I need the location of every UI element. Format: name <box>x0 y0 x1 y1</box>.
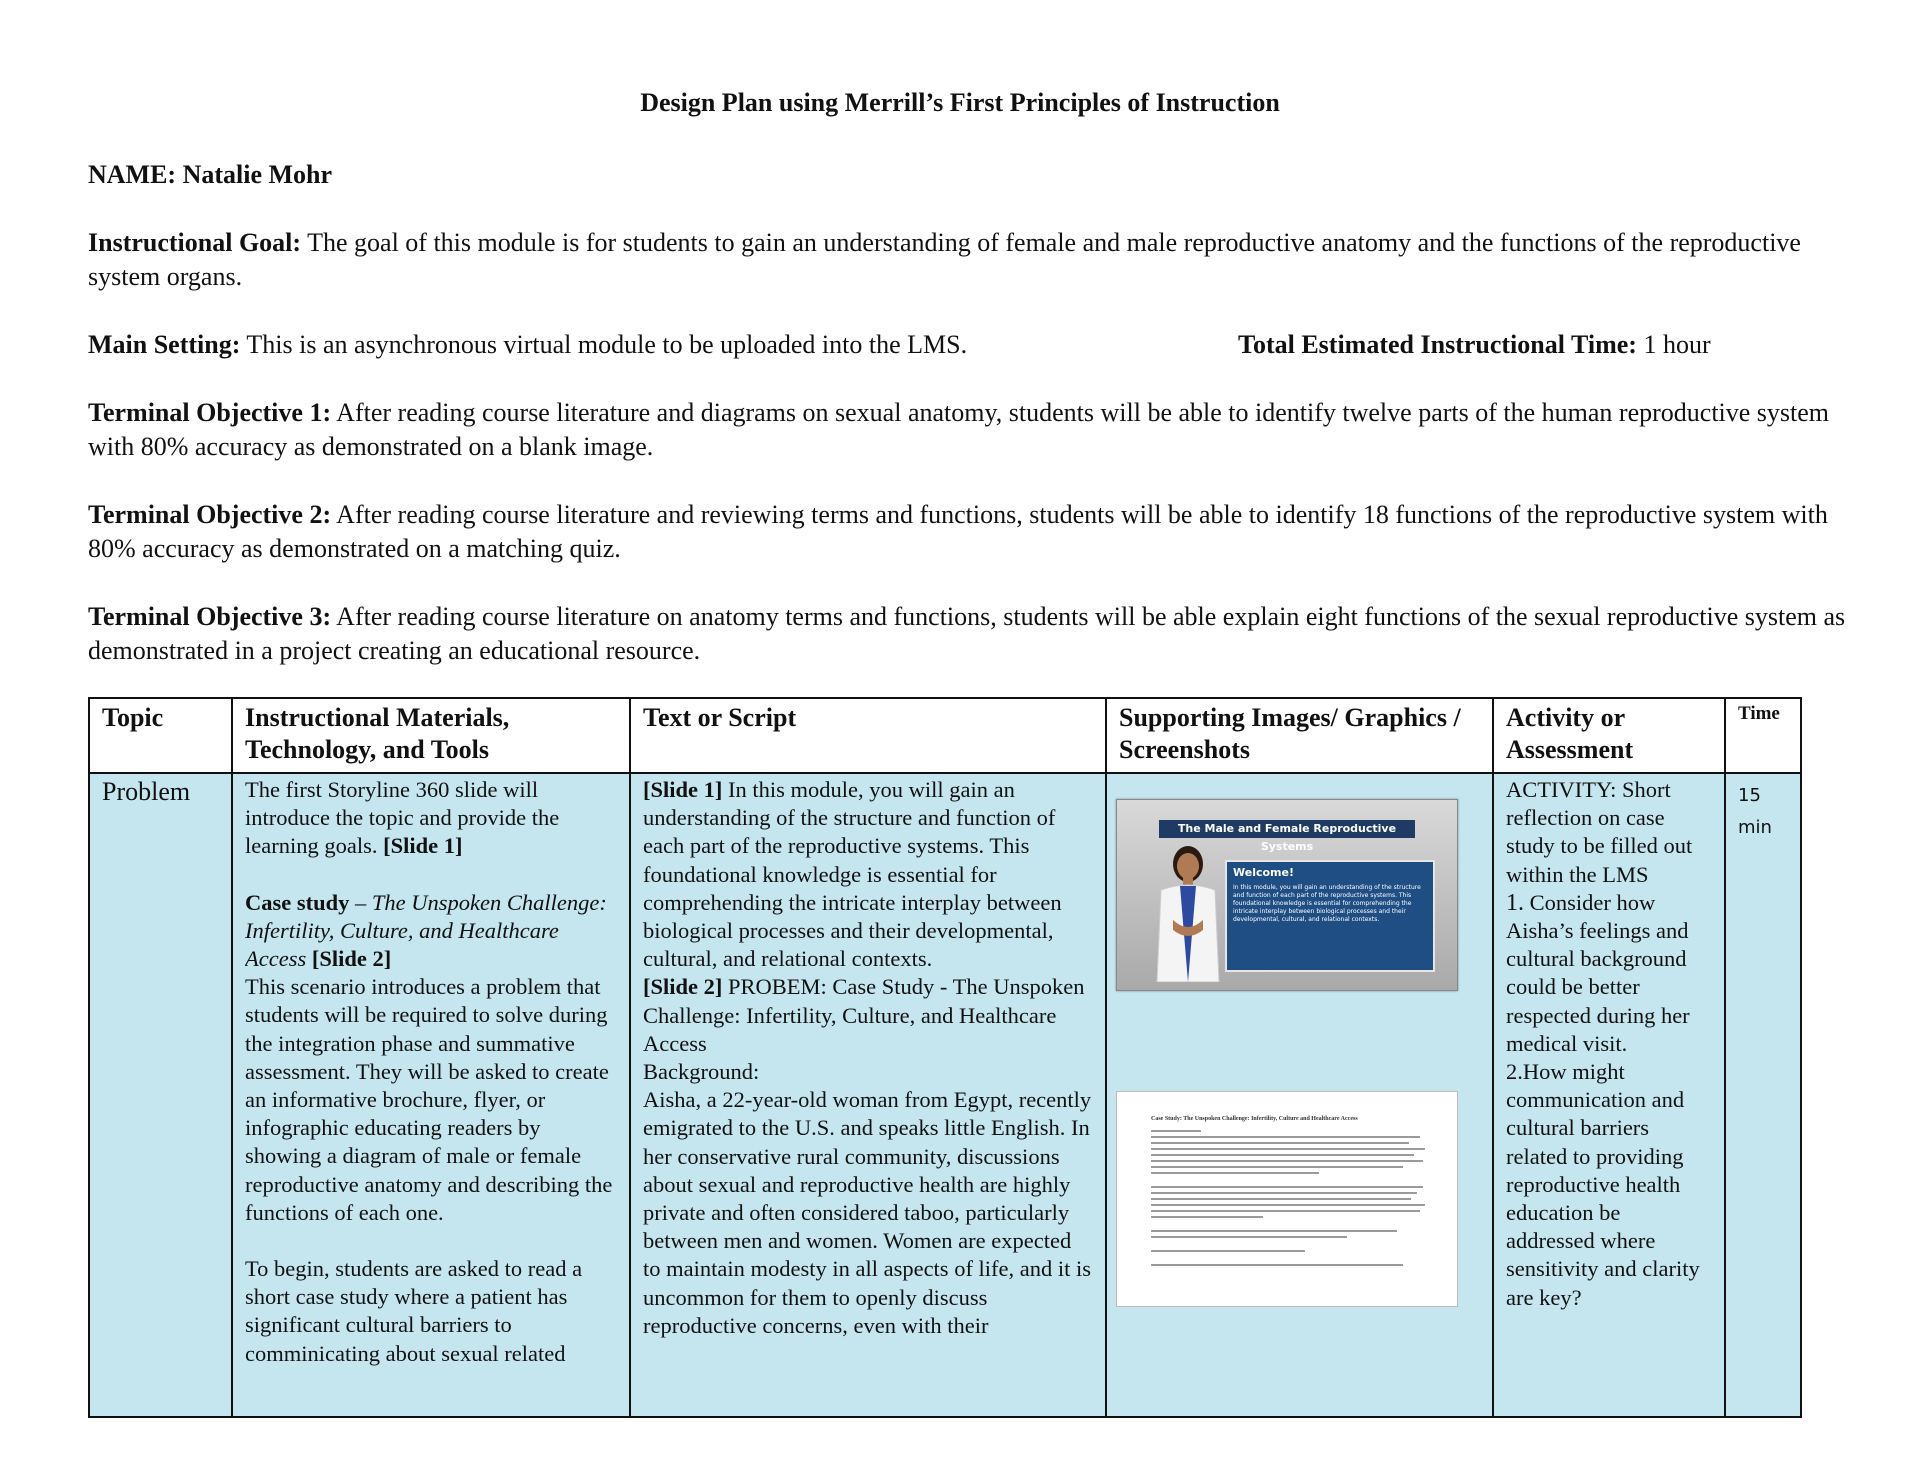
time-cell <box>1725 773 1801 1417</box>
document-title: Case Study: The Unspoken Challenge: Infertility, Culture and Healthcare Access <box>1151 1116 1358 1122</box>
activity-question-2: 2.How might communication and cultural barriers related to providing reproductive health education be addressed where sensitivity and clarity are key? <box>1506 1059 1700 1310</box>
script-case-text: Aisha, a 22-year-old woman from Egypt, recently emigrated to the U.S. and speaks little English. In her conservative rural community, discussions about sexual and reproductive health are highly private and often considered taboo, particularly between men and women. Women are expected to maintain modesty in all aspects of life, and it is uncommon for them to openly discuss reproductive concerns, even with their <box>643 1087 1092 1338</box>
time-unit: min <box>1738 817 1772 838</box>
slide-ref: [Slide 1] <box>643 777 723 802</box>
objective-text: After reading course literature and reviewing terms and functions, students will be able to identify 18 functions of the reproductive system with 80% accuracy as demonstrated on a matching quiz. <box>88 500 1828 563</box>
setting-label: Main Setting: <box>88 330 241 359</box>
time-value: 15 <box>1738 785 1761 806</box>
slide-title: The Male and Female Reproductive Systems <box>1159 820 1415 838</box>
objective-text: After reading course literature and diagrams on sexual anatomy, students will be able to identify twelve parts of the human reproductive system with 80% accuracy as demonstrated on a blank image. <box>88 398 1830 461</box>
question-number: 1. <box>1506 889 1524 916</box>
script-slide-1: In this module, you will gain an understanding of the structure and function of each part of the reproductive systems. This foundational knowledge is essential for comprehending the intricate interplay between biological processes and their developmental, cultural, and relational contexts. <box>643 777 1062 972</box>
slide-ref: [Slide 1] <box>383 833 463 859</box>
question-text: Consider how Aisha’s feelings and cultural background could be better respected during her medical visit. <box>1506 889 1690 1056</box>
name-value: Natalie Mohr <box>182 160 333 189</box>
setting-text: This is an asynchronous virtual module to be uploaded into the LMS. <box>240 330 968 359</box>
terminal-objective-2 <box>88 498 1848 566</box>
activity-question-1 <box>1506 889 1712 1058</box>
goal-text: The goal of this module is for students to gain an understanding of female and male reproductive anatomy and the functions of the reproductive system organs. <box>88 228 1801 291</box>
name-line <box>88 158 1848 192</box>
header-time: Time <box>1725 698 1801 773</box>
objective-label: Terminal Objective 3: <box>88 602 332 631</box>
table-row <box>89 773 1801 1417</box>
objective-text: After reading course literature on anatomy terms and functions, students will be able explain eight functions of the sexual reproductive system as demonstrated in a project creating an educational resource. <box>88 602 1846 665</box>
main-setting <box>88 328 1188 362</box>
slide-1-screenshot <box>1116 799 1458 991</box>
instructional-goal <box>88 226 1848 294</box>
header-script: Text or Script <box>630 698 1106 773</box>
case-dash: – <box>349 889 372 915</box>
design-plan-table <box>88 697 1802 1418</box>
materials-description: This scenario introduces a problem that students will be required to solve during the integration phase and summative assessment. They will be asked to create an informative brochure, flyer, or infographic educating readers by showing a diagram of male or female reproductive anatomy and describing the functions of each one. <box>245 974 613 1225</box>
slide-welcome: Welcome! <box>1233 866 1294 879</box>
header-images: Supporting Images/ Graphics / Screenshots <box>1106 698 1493 773</box>
topic-cell: Problem <box>89 773 232 1417</box>
activity-intro: ACTIVITY: Short reflection on case study to be filled out within the LMS <box>1506 777 1693 887</box>
script-background-label: Background: <box>643 1059 760 1085</box>
header-materials: Instructional Materials, Technology, and Tools <box>232 698 630 773</box>
materials-case-intro: To begin, students are asked to read a short case study where a patient has significant cultural barriers to comminicating about sexual related <box>245 1256 583 1366</box>
terminal-objective-3 <box>88 600 1848 668</box>
script-slide-2: PROBEM: Case Study - The Unspoken Challenge: Infertility, Culture, and Healthcare Access <box>643 974 1085 1056</box>
presenter-image <box>1153 842 1223 982</box>
header-topic: Topic <box>89 698 232 773</box>
case-study-label: Case study <box>245 889 350 915</box>
slide-ref: [Slide 2] <box>643 974 723 1000</box>
header-activity: Activity or Assessment <box>1493 698 1725 773</box>
objective-label: Terminal Objective 2: <box>88 500 332 529</box>
total-time-label: Total Estimated Instructional Time: <box>1238 330 1637 359</box>
name-label: NAME: <box>88 160 177 189</box>
terminal-objective-1 <box>88 396 1848 464</box>
slide-welcome-panel <box>1225 860 1435 972</box>
slide-ref: [Slide 2] <box>306 946 392 972</box>
objective-label: Terminal Objective 1: <box>88 398 332 427</box>
case-study-document-thumbnail <box>1116 1091 1458 1307</box>
table-header-row <box>89 698 1801 773</box>
page-title: Design Plan using Merrill’s First Principles of Instruction <box>640 88 1280 117</box>
materials-cell <box>232 773 630 1417</box>
goal-label: Instructional Goal: <box>88 228 302 257</box>
slide-body-text: In this module, you will gain an understanding of the structure and function of each part of the reproductive systems. This foundational knowledge is essential for comprehending the intricate interplay between biological processes and their developmental, cultural, and relational contexts. <box>1233 884 1421 923</box>
document-text-lines <box>1151 1130 1431 1270</box>
materials-intro: The first Storyline 360 slide will introduce the topic and provide the learning goals. <box>245 777 560 859</box>
total-time <box>1238 328 1711 362</box>
script-cell <box>630 773 1106 1417</box>
activity-cell <box>1493 773 1725 1417</box>
total-time-value: 1 hour <box>1636 330 1711 359</box>
case-study-title: The Unspoken Challenge: Infertility, Culture, and Healthcare Access <box>245 889 607 972</box>
